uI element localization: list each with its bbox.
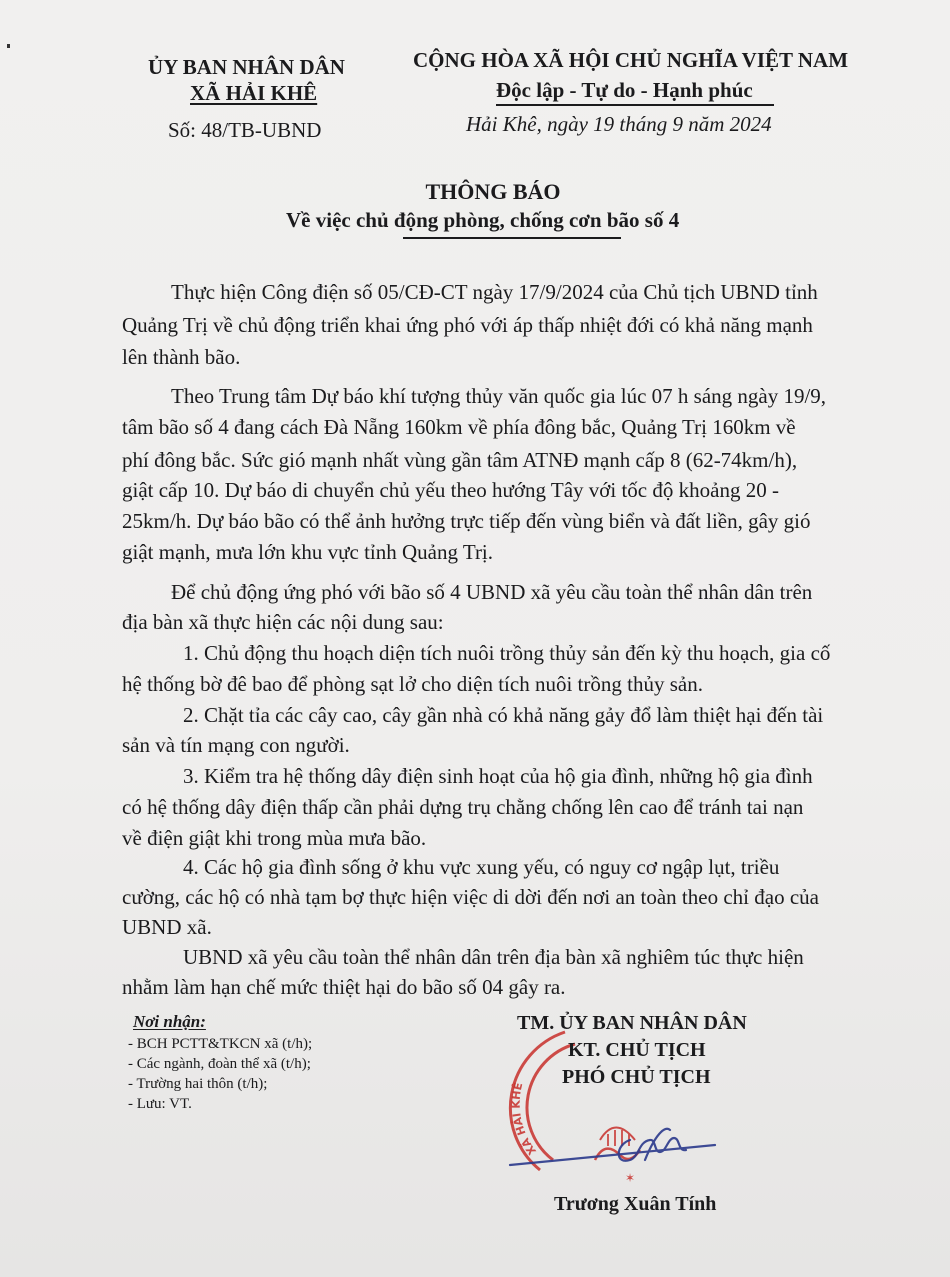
- motto-underline: [496, 104, 774, 106]
- issuing-org-line1: ỦY BAN NHÂN DÂN: [148, 55, 345, 79]
- scan-speck: [7, 44, 10, 48]
- svg-text:✶: ✶: [625, 1171, 636, 1185]
- body-line: cường, các hộ có nhà tạm bợ thực hiện việc di dời đến nơi an toàn theo chỉ đạo của: [122, 885, 819, 909]
- body-line: 4. Các hộ gia đình sống ở khu vực xung yếu, có nguy cơ ngập lụt, triều: [183, 855, 780, 879]
- svg-text:XÃ HẢI KHÊ: XÃ HẢI KHÊ: [509, 1081, 539, 1158]
- document-subtitle: Về việc chủ động phòng, chống cơn bão số 4: [286, 208, 680, 232]
- body-line: có hệ thống dây điện thấp cần phải dựng trụ chằng chống lên cao để tránh tai nạn: [122, 795, 804, 819]
- signer-name: Trương Xuân Tính: [554, 1193, 717, 1215]
- signature-authority: TM. ỦY BAN NHÂN DÂN: [517, 1012, 747, 1034]
- body-line: 3. Kiểm tra hệ thống dây điện sinh hoạt của hộ gia đình, những hộ gia đình: [183, 764, 813, 788]
- body-line: tâm bão số 4 đang cách Đà Nẵng 160km về phía đông bắc, Quảng Trị 160km về: [122, 415, 796, 439]
- recipient-item: - BCH PCTT&TKCN xã (t/h);: [128, 1036, 313, 1052]
- national-motto: Độc lập - Tự do - Hạnh phúc: [496, 78, 753, 102]
- body-line: UBND xã yêu cầu toàn thể nhân dân trên địa bàn xã nghiêm túc thực hiện: [183, 945, 804, 969]
- signature-role: KT. CHỦ TỊCH: [568, 1039, 706, 1061]
- body-line: địa bàn xã thực hiện các nội dung sau:: [122, 610, 444, 634]
- document-date: Hải Khê, ngày 19 tháng 9 năm 2024: [466, 112, 772, 136]
- national-title: CỘNG HÒA XÃ HỘI CHỦ NGHĨA VIỆT NAM: [413, 48, 849, 72]
- body-line: giật cấp 10. Dự báo di chuyển chủ yếu theo hướng Tây với tốc độ khoảng 20 -: [122, 478, 779, 502]
- body-line: Thực hiện Công điện số 05/CĐ-CT ngày 17/9/2024 của Chủ tịch UBND tỉnh: [171, 280, 818, 304]
- issuing-org-line2: XÃ HẢI KHÊ: [190, 81, 318, 105]
- body-line: UBND xã.: [122, 915, 212, 939]
- body-line: giật mạnh, mưa lớn khu vực tỉnh Quảng Trị.: [122, 540, 494, 564]
- subtitle-underline: [403, 237, 621, 239]
- body-line: nhằm làm hạn chế mức thiệt hại do bão số 04 gây ra.: [122, 975, 566, 999]
- body-line: về điện giật khi trong mùa mưa bão.: [122, 826, 427, 850]
- document-title: THÔNG BÁO: [425, 179, 561, 204]
- body-line: sản và tín mạng con người.: [122, 733, 350, 757]
- body-line: 25km/h. Dự báo bão có thể ảnh hưởng trực tiếp đến vùng biển và đất liền, gây gió: [122, 509, 811, 533]
- body-line: 2. Chặt tỉa các cây cao, cây gần nhà có khả năng gảy đổ làm thiệt hại đến tài: [183, 703, 824, 727]
- body-line: Để chủ động ứng phó với bão số 4 UBND xã yêu cầu toàn thể nhân dân trên: [171, 580, 813, 604]
- signature-title: PHÓ CHỦ TỊCH: [562, 1066, 711, 1088]
- recipients-heading: Nơi nhận:: [133, 1012, 206, 1031]
- body-line: lên thành bão.: [122, 345, 241, 369]
- official-stamp: [505, 1010, 705, 1190]
- body-line: 1. Chủ động thu hoạch diện tích nuôi trồng thủy sản đến kỳ thu hoạch, gia cố: [183, 641, 831, 665]
- recipient-item: - Các ngành, đoàn thể xã (t/h);: [128, 1056, 311, 1072]
- body-line: Quảng Trị về chủ động triển khai ứng phó với áp thấp nhiệt đới có khả năng mạnh: [122, 313, 813, 337]
- body-line: phí đông bắc. Sức gió mạnh nhất vùng gần tâm ATNĐ mạnh cấp 8 (62-74km/h),: [122, 448, 798, 472]
- document-number: Số: 48/TB-UBND: [168, 118, 322, 142]
- handwritten-signature: [505, 1115, 725, 1185]
- body-line: hệ thống bờ đê bao để phòng sạt lở cho diện tích nuôi trồng thủy sản.: [122, 672, 703, 696]
- body-line: Theo Trung tâm Dự báo khí tượng thủy văn quốc gia lúc 07 h sáng ngày 19/9,: [171, 384, 827, 408]
- recipient-item: - Trường hai thôn (t/h);: [128, 1076, 268, 1092]
- recipient-item: - Lưu: VT.: [128, 1096, 192, 1112]
